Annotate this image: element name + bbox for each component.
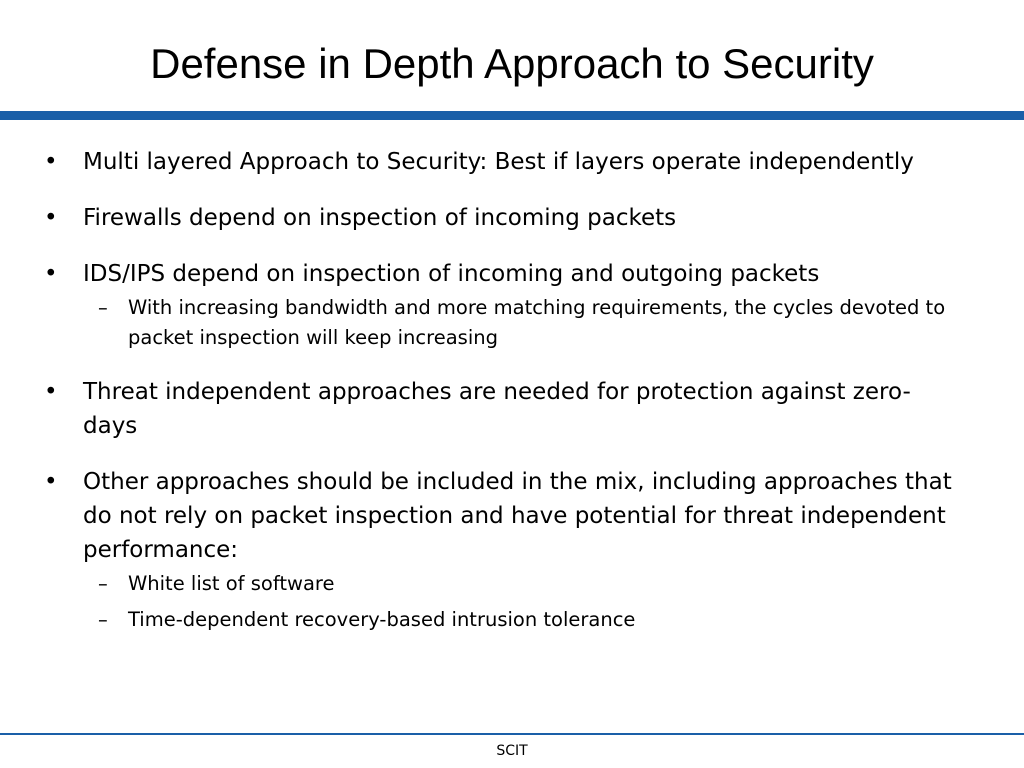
bullet-item [0, 257, 963, 353]
bullet-icon: • [44, 379, 58, 405]
sub-bullet-item [83, 293, 958, 353]
sub-bullet-text: With increasing bandwidth and more matching requirements, the cycles devoted to packet inspection will keep increasing [128, 296, 946, 349]
bullet-icon: • [44, 205, 58, 231]
dash-icon: – [98, 572, 108, 595]
dash-icon: – [98, 296, 108, 319]
slide-title: Defense in Depth Approach to Security [150, 40, 874, 87]
footer-divider [0, 733, 1024, 735]
bullet-item [0, 145, 963, 179]
sub-bullet-text: Time-dependent recovery-based intrusion tolerance [128, 608, 636, 631]
bullet-text: Other approaches should be included in the mix, including approaches that do not rely on packet inspection and have potential for threat independent performance: [83, 469, 952, 563]
bullet-icon: • [44, 149, 58, 175]
bullet-text: Threat independent approaches are needed for protection against zero-days [83, 379, 911, 439]
title-divider [0, 111, 1024, 120]
bullet-icon: • [44, 261, 58, 287]
bullet-list [0, 145, 1024, 657]
bullet-text: IDS/IPS depend on inspection of incoming and outgoing packets [83, 261, 820, 287]
sub-bullet-list [83, 569, 963, 635]
sub-bullet-item [83, 569, 958, 599]
sub-bullet-item [83, 605, 958, 635]
sub-bullet-text: White list of software [128, 572, 335, 595]
bullet-text: Firewalls depend on inspection of incoming packets [83, 205, 677, 231]
bullet-item [0, 375, 963, 443]
bullet-item [0, 201, 963, 235]
bullet-item [0, 465, 963, 635]
bullet-text: Multi layered Approach to Security: Best if layers operate independently [83, 149, 914, 175]
bullet-icon: • [44, 469, 58, 495]
dash-icon: – [98, 608, 108, 631]
footer-label: SCIT [496, 743, 528, 759]
sub-bullet-list [83, 293, 963, 353]
